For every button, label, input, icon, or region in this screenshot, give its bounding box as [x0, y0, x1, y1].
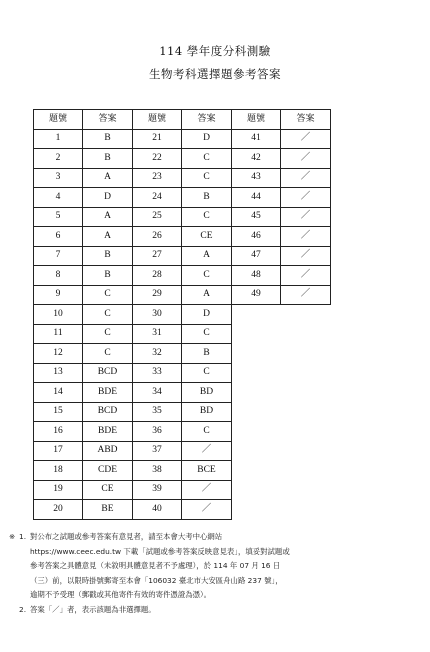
table-row [34, 266, 331, 286]
header-answer: 答案 [182, 110, 232, 130]
question-number-cell: 12 [34, 344, 83, 364]
answer-table [33, 109, 331, 520]
table-row [34, 246, 331, 266]
answer-cell: BD [182, 402, 232, 422]
empty-cell [281, 422, 331, 442]
answer-table-header-row [34, 110, 331, 130]
table-row [34, 422, 331, 442]
question-number-cell: 4 [34, 188, 83, 208]
empty-cell [281, 363, 331, 383]
non-choice-slash-cell: ／ [281, 285, 331, 305]
table-row [34, 305, 331, 325]
answer-cell: CE [83, 480, 133, 500]
question-number-cell: 23 [133, 168, 182, 188]
answer-cell: B [83, 266, 133, 286]
non-choice-slash-cell: ／ [281, 168, 331, 188]
non-choice-slash-cell: ／ [182, 441, 232, 461]
non-choice-slash-cell: ／ [281, 129, 331, 149]
answer-cell: C [182, 266, 232, 286]
question-number-cell: 11 [34, 324, 83, 344]
table-row [34, 480, 331, 500]
non-choice-slash-cell: ／ [281, 188, 331, 208]
question-number-cell: 3 [34, 168, 83, 188]
answer-cell: C [182, 207, 232, 227]
note-line: https://www.ceec.edu.tw 下載「試題或參考答案反映意見表」，填妥對試題或 [30, 546, 290, 556]
question-number-cell: 37 [133, 441, 182, 461]
empty-cell [232, 344, 281, 364]
answer-cell: ABD [83, 441, 133, 461]
answer-cell: A [182, 285, 232, 305]
question-number-cell: 22 [133, 149, 182, 169]
empty-cell [232, 305, 281, 325]
question-number-cell: 2 [34, 149, 83, 169]
empty-cell [232, 480, 281, 500]
question-number-cell: 7 [34, 246, 83, 266]
answer-cell: B [182, 344, 232, 364]
answer-cell: BDE [83, 383, 133, 403]
document-subtitle: 生物考科選擇題參考答案 [149, 67, 281, 81]
question-number-cell: 40 [133, 500, 182, 520]
non-choice-slash-cell: ／ [281, 266, 331, 286]
table-row [34, 383, 331, 403]
question-number-cell: 29 [133, 285, 182, 305]
answer-cell: C [182, 168, 232, 188]
answer-cell: BE [83, 500, 133, 520]
empty-cell [281, 305, 331, 325]
answer-cell: A [83, 227, 133, 247]
empty-cell [232, 324, 281, 344]
answer-cell: BCD [83, 363, 133, 383]
table-row [34, 129, 331, 149]
question-number-cell: 34 [133, 383, 182, 403]
answer-cell: C [83, 305, 133, 325]
question-number-cell: 31 [133, 324, 182, 344]
question-number-cell: 41 [232, 129, 281, 149]
empty-cell [281, 461, 331, 481]
question-number-cell: 15 [34, 402, 83, 422]
question-number-cell: 36 [133, 422, 182, 442]
empty-cell [281, 324, 331, 344]
question-number-cell: 10 [34, 305, 83, 325]
note-body [30, 603, 156, 618]
question-number-cell: 26 [133, 227, 182, 247]
empty-cell [232, 461, 281, 481]
answer-cell: C [182, 422, 232, 442]
non-choice-slash-cell: ／ [281, 207, 331, 227]
question-number-cell: 21 [133, 129, 182, 149]
question-number-cell: 33 [133, 363, 182, 383]
question-number-cell: 9 [34, 285, 83, 305]
empty-cell [232, 441, 281, 461]
answer-cell: C [83, 344, 133, 364]
note-line: 參考答案之具體意見（未敘明具體意見者不予處理），於 114 年 07 月 16 日 [30, 561, 281, 570]
note-line: 答案「／」者，表示該題為非選擇題。 [30, 604, 156, 614]
answer-cell: B [83, 149, 133, 169]
empty-cell [281, 441, 331, 461]
note-mark: ※ [9, 532, 16, 541]
question-number-cell: 39 [133, 480, 182, 500]
answer-cell: A [83, 207, 133, 227]
table-row [34, 285, 331, 305]
header-question-number: 題號 [232, 110, 281, 130]
empty-cell [232, 402, 281, 422]
header-question-number: 題號 [133, 110, 182, 130]
question-number-cell: 20 [34, 500, 83, 520]
non-choice-slash-cell: ／ [182, 500, 232, 520]
question-number-cell: 43 [232, 168, 281, 188]
table-row [34, 168, 331, 188]
answer-cell: CDE [83, 461, 133, 481]
question-number-cell: 49 [232, 285, 281, 305]
note-line: 對公布之試題或參考答案有意見者，請至本會大考中心網站 [30, 532, 223, 541]
question-number-cell: 16 [34, 422, 83, 442]
note-line: （三）前，以限時掛號郵寄至本會「106032 臺北市大安區舟山路 237 號」， [30, 575, 283, 585]
question-number-cell: 27 [133, 246, 182, 266]
empty-cell [232, 363, 281, 383]
answer-cell: C [182, 149, 232, 169]
answer-cell: BCE [182, 461, 232, 481]
answer-cell: B [83, 246, 133, 266]
empty-cell [232, 383, 281, 403]
question-number-cell: 30 [133, 305, 182, 325]
table-row [34, 149, 331, 169]
question-number-cell: 5 [34, 207, 83, 227]
question-number-cell: 17 [34, 441, 83, 461]
answer-cell: D [83, 188, 133, 208]
answer-cell: C [182, 324, 232, 344]
answer-table-body [34, 129, 331, 519]
note-item [9, 530, 424, 603]
question-number-cell: 18 [34, 461, 83, 481]
table-row [34, 363, 331, 383]
question-number-cell: 42 [232, 149, 281, 169]
note-number: 2. [19, 604, 27, 614]
question-number-cell: 35 [133, 402, 182, 422]
question-number-cell: 19 [34, 480, 83, 500]
empty-cell [281, 480, 331, 500]
answer-cell: BD [182, 383, 232, 403]
question-number-cell: 44 [232, 188, 281, 208]
empty-cell [232, 500, 281, 520]
answer-cell: BDE [83, 422, 133, 442]
table-row [34, 461, 331, 481]
table-row [34, 188, 331, 208]
table-row [34, 324, 331, 344]
question-number-cell: 47 [232, 246, 281, 266]
question-number-cell: 13 [34, 363, 83, 383]
table-row [34, 344, 331, 364]
table-row [34, 402, 331, 422]
empty-cell [281, 383, 331, 403]
question-number-cell: 8 [34, 266, 83, 286]
answer-cell: CE [182, 227, 232, 247]
document-title: 114 學年度分科測驗 [159, 44, 271, 58]
header-question-number: 題號 [34, 110, 83, 130]
empty-cell [281, 500, 331, 520]
question-number-cell: 24 [133, 188, 182, 208]
note-line: 逾期不予受理（郵戳或其他寄件有效的寄件憑證為憑）。 [30, 590, 212, 599]
answer-cell: C [83, 285, 133, 305]
question-number-cell: 1 [34, 129, 83, 149]
question-number-cell: 45 [232, 207, 281, 227]
answer-cell: D [182, 129, 232, 149]
answer-cell: C [182, 363, 232, 383]
answer-cell: BCD [83, 402, 133, 422]
table-row [34, 207, 331, 227]
question-number-cell: 46 [232, 227, 281, 247]
answer-cell: C [83, 324, 133, 344]
non-choice-slash-cell: ／ [281, 227, 331, 247]
question-number-cell: 38 [133, 461, 182, 481]
notes-section [9, 530, 424, 617]
table-row [34, 227, 331, 247]
answer-cell: B [83, 129, 133, 149]
question-number-cell: 14 [34, 383, 83, 403]
question-number-cell: 25 [133, 207, 182, 227]
table-row [34, 500, 331, 520]
non-choice-slash-cell: ／ [281, 246, 331, 266]
answer-cell: A [182, 246, 232, 266]
question-number-cell: 28 [133, 266, 182, 286]
note-item [9, 603, 424, 618]
question-number-cell: 48 [232, 266, 281, 286]
non-choice-slash-cell: ／ [281, 149, 331, 169]
answer-cell: D [182, 305, 232, 325]
non-choice-slash-cell: ／ [182, 480, 232, 500]
header-answer: 答案 [281, 110, 331, 130]
note-number: 1. [19, 532, 27, 541]
question-number-cell: 6 [34, 227, 83, 247]
question-number-cell: 32 [133, 344, 182, 364]
note-body [30, 530, 290, 603]
table-row [34, 441, 331, 461]
answer-cell: A [83, 168, 133, 188]
empty-cell [281, 402, 331, 422]
empty-cell [281, 344, 331, 364]
empty-cell [232, 422, 281, 442]
answer-cell: B [182, 188, 232, 208]
header-answer: 答案 [83, 110, 133, 130]
